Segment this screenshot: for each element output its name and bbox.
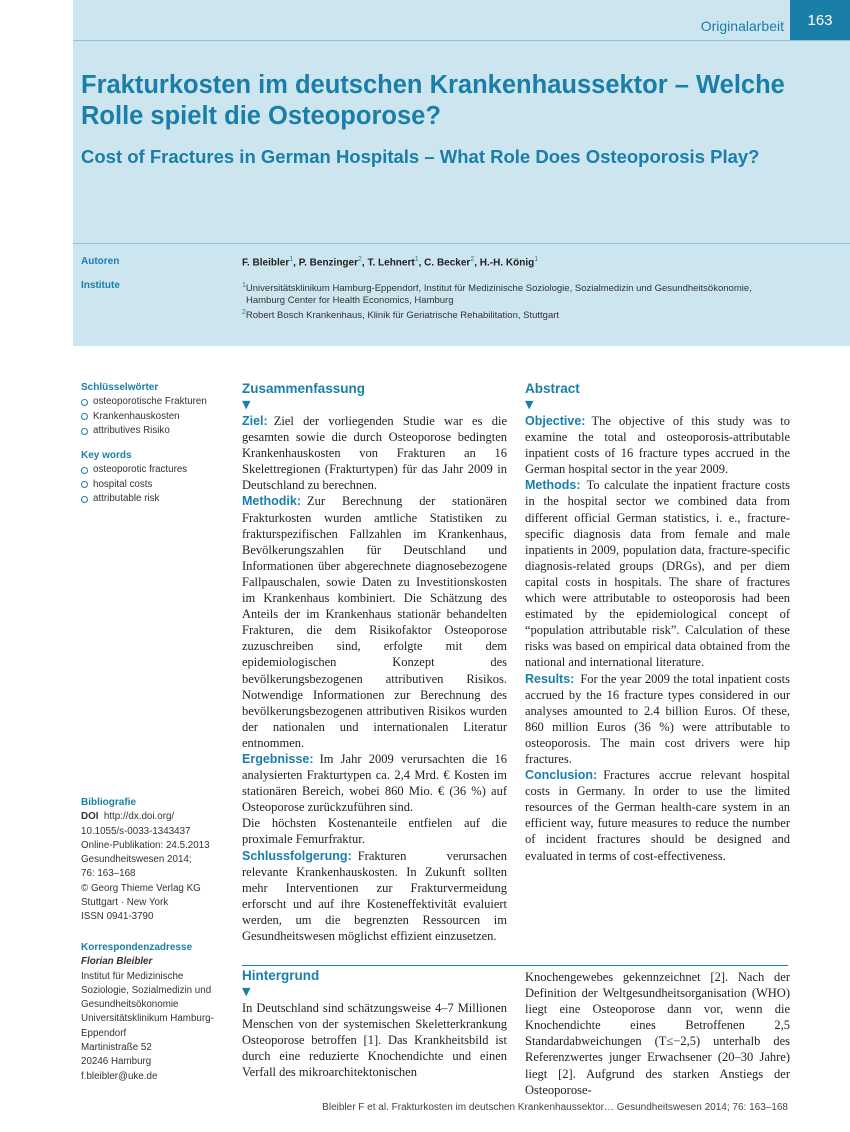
institute-item: $^1$Universitätsklinikum Hamburg-Eppendorf, Institut für Medizinische Soziologie, Sozialmedizin und Gesundheitsökonomie, [242, 282, 752, 295]
author-list: F. Bleibler$^1$, P. Benzinger$^2$, T. Lehnert$^1$, C. Becker$^2$, H.-H. König$^1$ [242, 256, 539, 269]
triangle-down-icon: ▼ [242, 398, 251, 411]
doi-line: DOI http://dx.doi.org/ [81, 811, 175, 823]
journal-ref: Gesundheitswesen 2014; [81, 854, 192, 866]
ziel-paragraph: Ziel: Ziel der vorliegenden Studie war es die gesamten sowie die durch Osteoporose bedingten Krankenhauskosten von Frakturen an 16 Skelettregionen (Frakturtypen) für das Jahr 2009 in Deutschland zu berechnen. [242, 414, 507, 493]
bullet-circle-icon [81, 413, 88, 420]
doi-link[interactable]: http://dx.doi.org/ [103, 811, 175, 823]
institute-item: $^2$Robert Bosch Krankenhaus, Klinik für Geriatrische Rehabilitation, Stuttgart [242, 309, 560, 322]
publisher-place: Stuttgart · New York [81, 897, 169, 909]
keywords-en-heading: Key words [81, 450, 132, 462]
keyword-item: attributives Risiko [81, 424, 231, 438]
address-line: Soziologie, Sozialmedizin und [81, 984, 212, 996]
hintergrund-left-column [242, 968, 507, 1080]
author-name: T. Lehnert [367, 257, 415, 269]
institutes-label: Institute [81, 280, 120, 291]
issn: ISSN 0941-3790 [81, 911, 154, 923]
online-date: Online-Publikation: 24.5.2013 [81, 839, 210, 851]
keyword-item: Krankenhauskosten [81, 410, 231, 424]
results-paragraph: Results: For the year 2009 the total inpatient costs accrued by the 16 fracture types considered in our analyses amounted to 2.4 billion Euros. Of these, 860 million Euros (36 %) were attributable to osteoporosis. The main cost drivers were hip fractures. [525, 671, 790, 766]
address-line: Gesundheitsökonomie [81, 999, 179, 1011]
address-line: 20246 Hamburg [81, 1056, 152, 1068]
keyword-item: osteoporotic fractures [81, 463, 231, 477]
hintergrund-right-column [525, 969, 790, 1098]
objective-paragraph: Objective: The objective of this study was to examine the total and osteoporosis-attributable inpatient costs of 16 fracture types accrued in the German hospital sector in the year 2009. [525, 414, 790, 477]
methodik-paragraph: Methodik: Zur Berechnung der stationären Frakturkosten wurden amtliche Statistiken zu frakturspezifischen Fallzahlen im Krankenhaus, Bevölkerungszahlen für Deutschland und Informationen über abgerechnete diagnosebezogene Fallpauschalen, sowie Daten zu Investitionskosten im Krankenhaus kombiniert. Die Schätzung des Anteils der im Krankenhaus stationär behandelten Frakturen, die dem Risikofaktor Osteoporose zuzuschreiben sind, erfolgte mit dem epidemiologischen Konzept des bevölkerungsbezogenen attributiven Risikos. Notwendige Informationen zur Berechnung des bevölkerungsbezogenen attributiven Risikos wurden der nationalen und internationalen Literatur entnommen. [242, 494, 507, 750]
correspondence-heading: Korrespondenzadresse [81, 942, 193, 953]
section-label: Originalarbeit [700, 18, 784, 34]
hintergrund-paragraph: In Deutschland sind schätzungsweise 4–7 Millionen Menschen von der systemischen Skeletterkrankung Osteoporose betroffen [1]. Das Krankheitsbild ist durch eine reduzierte Knochendichte und einen Verfall des mikroarchitektonischen [242, 1001, 507, 1080]
address-line: Eppendorf [81, 1027, 127, 1039]
article-title-english: Cost of Fractures in German Hospitals – What Role Does Osteoporosis Play? [81, 146, 760, 167]
triangle-down-icon: ▼ [242, 985, 251, 998]
section-rule [242, 965, 788, 966]
zusammenfassung-column [242, 381, 507, 944]
author-name: P. Benzinger [298, 257, 358, 269]
bullet-circle-icon [81, 399, 88, 406]
abstract-column [525, 381, 790, 864]
ergebnisse-paragraph: Ergebnisse: Im Jahr 2009 verursachten die 16 analysierten Frakturtypen ca. 2,4 Mrd. € Kosten im stationären Bereich, wobei 860 Mio. € (36 %) auf Osteoporose zurückzuführen sind. [242, 751, 507, 815]
keyword-item: attributable risk [81, 492, 231, 506]
address-line: Martinistraße 52 [81, 1042, 152, 1054]
bullet-circle-icon [81, 496, 88, 503]
keyword-item: hospital costs [81, 478, 231, 492]
schlussfolgerung-paragraph: Schlussfolgerung: Frakturen verursachen relevante Krankenhauskosten. In Zukunft sollten mehr Interventionen zur Frakturvermeidung erforscht und auf ihre Kosteneffektivität evaluiert werden, um die begrenzten Ressourcen im Gesundheitswesen möglichst effizient einzusetzen. [242, 848, 507, 943]
address-line: Institut für Medizinische [81, 970, 184, 982]
article-title-german: Frakturkosten im deutschen Krankenhaussektor – Welche Rolle spielt die Osteoporose? [81, 71, 785, 130]
hintergrund-heading: Hintergrund [242, 968, 320, 983]
keywords-box [81, 381, 231, 506]
copyright: © Georg Thieme Verlag KG [81, 882, 201, 894]
correspondence-box [81, 941, 231, 1084]
author-name: H.-H. König [479, 257, 535, 269]
bullet-circle-icon [81, 428, 88, 435]
keyword-item: osteoporotische Frakturen [81, 395, 231, 409]
header-top-rule [73, 40, 850, 41]
bibliography-box [81, 796, 231, 925]
hintergrund-paragraph-cont: Knochengewebes gekennzeichnet [2]. Nach der Definition der Weltgesundheitsorganisation (WHO) liegt eine Osteoporose dann vor, wenn die Knochendichte eines Betroffenen 2,5 Standardabweichungen (T≤−2,5) unterhalb des Referenzwertes junger Erwachsener (20–30 Jahre) liegt [2]. Aufgrund des starken Anstiegs der Osteoporose- [525, 970, 790, 1097]
doi-id[interactable]: 10.1055/s-0033-1343437 [81, 825, 191, 837]
institute-list [242, 280, 802, 322]
zusammenfassung-heading: Zusammenfassung [242, 381, 366, 396]
volume-ref: 76: 163–168 [81, 868, 136, 880]
methods-paragraph: Methods: To calculate the inpatient fracture costs in the hospital sector we combined data from different official German statistics, i. e., fracture-specific diagnosis data from female and male inpatients in 2009, population data, fracture-specific diagnosis-related groups (DRGs), and per diem capital costs in hospitals. The share of fractures which were attributable to osteoporosis had been estimated by the epidemiological concept of “population attributable risk”. Calculation of these risks was based on empirical data obtained from the national and international literature. [525, 478, 790, 670]
page-number: 163 [790, 0, 850, 40]
bibliography-heading: Bibliografie [81, 797, 137, 808]
institute-item-cont: Hamburg Center for Health Economics, Hamburg [246, 295, 454, 307]
correspondence-name: Florian Bleibler [81, 956, 153, 968]
abstract-heading: Abstract [525, 381, 580, 396]
author-name: F. Bleibler [242, 257, 290, 269]
email-link[interactable]: f.bleibler@uke.de [81, 1070, 158, 1082]
bullet-circle-icon [81, 467, 88, 474]
bullet-circle-icon [81, 481, 88, 488]
address-line: Universitätsklinikum Hamburg- [81, 1013, 214, 1025]
conclusion-paragraph: Conclusion: Fractures accrue relevant hospital costs in Germany. In order to use the limited resources of the German health-care system in an efficient way, future measures to reduce the number of incident fractures should be designed and evaluated in terms of cost-effectiveness. [525, 768, 790, 863]
header-separator-rule [73, 243, 850, 244]
author-name: C. Becker [424, 257, 471, 269]
triangle-down-icon: ▼ [525, 398, 534, 411]
authors-label: Autoren [81, 256, 120, 267]
keywords-de-heading: Schlüsselwörter [81, 382, 159, 393]
ergebnisse-paragraph-2: Die höchsten Kostenanteile entfielen auf die proximale Femurfraktur. [242, 816, 507, 847]
page-footer: Bleibler F et al. Frakturkosten im deutschen Krankenhaussektor… Gesundheitswesen 2014; 76: 163–168 [322, 1102, 788, 1113]
